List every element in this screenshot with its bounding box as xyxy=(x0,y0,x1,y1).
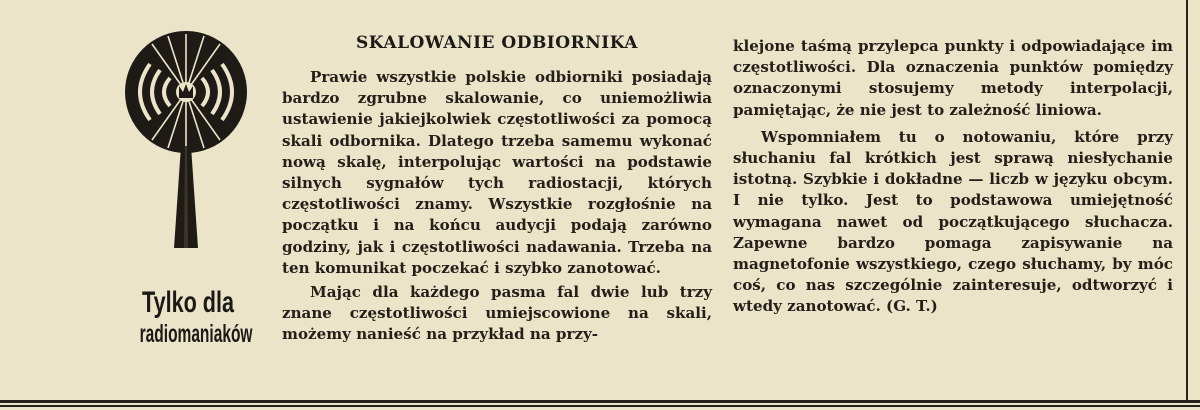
text-column-right xyxy=(733,36,1173,318)
paragraph: Mając dla każdego pasma fal dwie lub trzy znane częstotliwości umiejscowione na skali, możemy nanieść na przykład na przy- xyxy=(282,283,712,344)
logo-title-line2: radiomaniaków xyxy=(139,320,253,348)
column-divider xyxy=(1186,0,1188,400)
bottom-rule-thin xyxy=(0,405,1200,407)
paragraph: Wspomniałem tu o notowaniu, które przy słuchaniu fal krótkich jest sprawą niesłychanie istotną. Szybkie i dokładne — liczb w języku obcym. I nie tylko. Jest to podstawowa umiejętność wymagana nawet od początkującego słuchacza. Zapewne bardzo pomaga zapisywanie na magnetofonie wszystkiego, czego słuchamy, by móc coś, co nas szczególnie zainteresuje, odtworzyć i wtedy zanotować. (G. T.) xyxy=(733,127,1173,316)
article-title: SKALOWANIE ODBIORNIKA xyxy=(356,33,638,53)
column-logo xyxy=(118,28,258,358)
paragraph: klejone taśmą przylepca punkty i odpowiadające im częstotliwości. Dla oznaczenia punktów pomiędzy oznaczonymi stosujemy metody interpolacji, pamiętając, że nie jest to zależność liniowa. xyxy=(733,37,1173,119)
text-column-left xyxy=(282,36,712,346)
bottom-rule xyxy=(0,400,1200,403)
paragraph: Prawie wszystkie polskie odbiorniki posiadają bardzo zgrubne skalowanie, co uniemożliwia ustawienie jakiejkolwiek częstotliwości za pomocą skali odbornika. Dlatego trzeba samemu wykonać nową skalę, interpolując wartości na podstawie silnych sygnałów tych radiostacji, których częstotliwości znamy. Wszystkie rozgłośnie na początku i na końcu audycji podają zarówno godziny, jak i częstotliwości nadawania. Trzeba na ten komunikat poczekać i szybko zanotować. xyxy=(282,68,712,277)
radio-antenna-icon xyxy=(118,28,258,288)
logo-title-line1: Tylko dla xyxy=(141,286,235,319)
